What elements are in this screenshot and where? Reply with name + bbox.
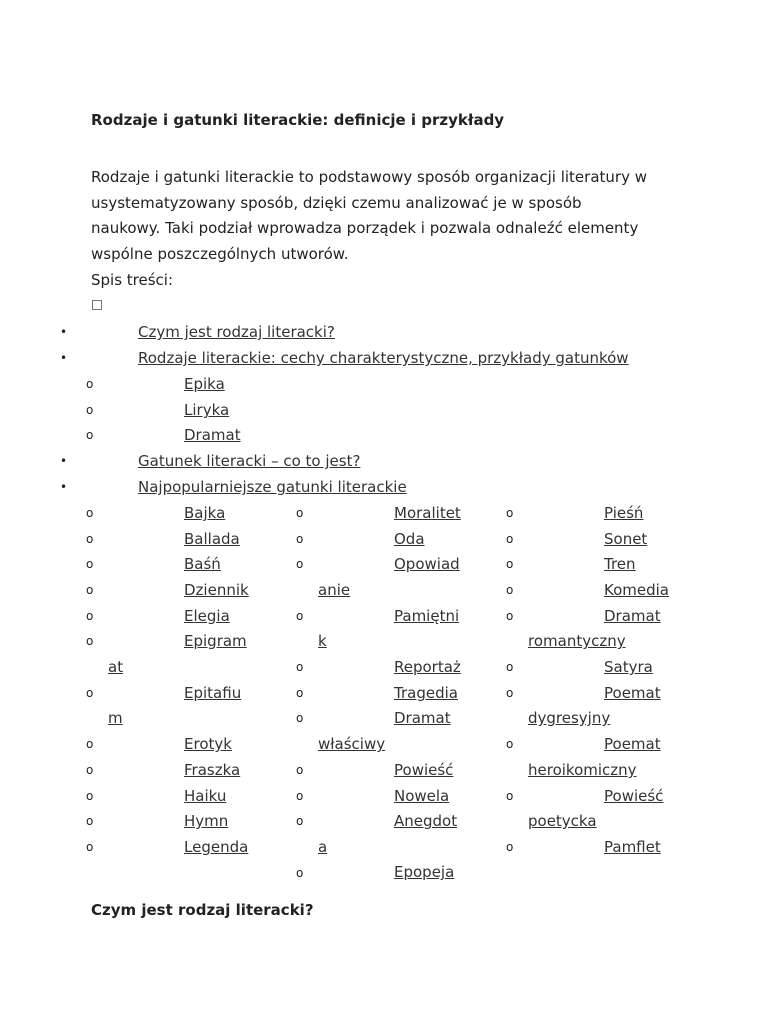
genre-link-komedia[interactable]: Komedia xyxy=(604,581,669,599)
genre-link-epigramat-cont[interactable]: at xyxy=(108,658,124,676)
genre-link-pamietnik[interactable]: Pamiętni xyxy=(394,607,460,625)
genre-link-poemat-heroikomiczny[interactable]: Poemat xyxy=(604,735,661,753)
sub-bullet-icon: o xyxy=(506,840,514,854)
genre-link-hymn[interactable]: Hymn xyxy=(184,812,229,830)
genre-link-erotyk[interactable]: Erotyk xyxy=(184,735,232,753)
sub-bullet-icon: o xyxy=(86,609,94,623)
sub-bullet-icon: o xyxy=(506,737,514,751)
intro-line-3: naukowy. Taki podział wprowadza porządek i pozwala odnaleźć elementy xyxy=(91,219,639,237)
sub-bullet-icon: o xyxy=(296,789,304,803)
genre-link-poemat-dygresyjny-cont[interactable]: dygresyjny xyxy=(528,709,611,727)
genre-link-elegia[interactable]: Elegia xyxy=(184,607,230,625)
genre-link-satyra[interactable]: Satyra xyxy=(604,658,653,676)
genre-link-dramat-romantyczny[interactable]: Dramat xyxy=(604,607,661,625)
sub-bullet-icon: o xyxy=(506,506,514,520)
genre-link-piesn[interactable]: Pieśń xyxy=(604,504,644,522)
toc-link-dramat[interactable]: Dramat xyxy=(184,426,241,444)
toc-link-rodzaj[interactable]: Czym jest rodzaj literacki? xyxy=(138,323,335,341)
genre-link-anegdota-cont[interactable]: a xyxy=(318,838,328,856)
sub-bullet-icon: o xyxy=(296,660,304,674)
sub-bullet-icon: o xyxy=(296,532,304,546)
intro-line-2: usystematyzowany sposób, dzięki czemu analizować je w sposób xyxy=(91,194,582,212)
genre-link-opowiadanie[interactable]: Opowiad xyxy=(394,555,460,573)
sub-bullet-icon: o xyxy=(506,532,514,546)
sub-bullet-icon: o xyxy=(86,840,94,854)
genre-link-reportaz[interactable]: Reportaż xyxy=(394,658,461,676)
genre-link-powiesc-poetycka[interactable]: Powieść xyxy=(604,787,664,805)
genre-link-poemat-dygresyjny[interactable]: Poemat xyxy=(604,684,661,702)
page-title: Rodzaje i gatunki literackie: definicje i przykłady xyxy=(91,111,505,129)
toc-label: Spis treści: xyxy=(91,271,174,289)
genre-link-anegdota[interactable]: Anegdot xyxy=(394,812,458,830)
genre-link-ballada[interactable]: Ballada xyxy=(184,530,240,548)
genre-link-dziennik[interactable]: Dziennik xyxy=(184,581,249,599)
intro-line-4: wspólne poszczególnych utworów. xyxy=(91,245,349,263)
sub-bullet-icon: o xyxy=(86,634,94,648)
sub-bullet-icon: o xyxy=(296,763,304,777)
genre-link-tragedia[interactable]: Tragedia xyxy=(394,684,458,702)
sub-bullet-icon: o xyxy=(506,789,514,803)
sub-bullet-icon: o xyxy=(86,506,94,520)
genre-link-poemat-heroikomiczny-cont[interactable]: heroikomiczny xyxy=(528,761,637,779)
sub-bullet-icon: o xyxy=(296,814,304,828)
genre-link-opowiadanie-cont[interactable]: anie xyxy=(318,581,351,599)
sub-bullet-icon: o xyxy=(296,711,304,725)
bullet-icon: • xyxy=(60,351,68,365)
sub-bullet-icon: o xyxy=(506,686,514,700)
toc-link-gatunek[interactable]: Gatunek literacki – co to jest? xyxy=(138,452,361,470)
sub-bullet-icon: o xyxy=(296,686,304,700)
intro-line-1: Rodzaje i gatunki literackie to podstawowy sposób organizacji literatury w xyxy=(91,168,647,186)
genre-link-dramat-romantyczny-cont[interactable]: romantyczny xyxy=(528,632,626,650)
genre-link-epitafium[interactable]: Epitafiu xyxy=(184,684,242,702)
genre-link-sonet[interactable]: Sonet xyxy=(604,530,648,548)
genre-link-pamflet[interactable]: Pamflet xyxy=(604,838,661,856)
sub-bullet-icon: o xyxy=(86,557,94,571)
genre-link-oda[interactable]: Oda xyxy=(394,530,425,548)
genre-link-tren[interactable]: Tren xyxy=(604,555,636,573)
sub-bullet-icon: o xyxy=(296,557,304,571)
sub-bullet-icon: o xyxy=(296,506,304,520)
genre-link-bajka[interactable]: Bajka xyxy=(184,504,226,522)
bullet-icon: • xyxy=(60,325,68,339)
sub-bullet-icon: o xyxy=(86,583,94,597)
bullet-icon: • xyxy=(60,480,68,494)
sub-bullet-icon: o xyxy=(506,609,514,623)
genre-link-epitafium-cont[interactable]: m xyxy=(108,709,123,727)
sub-bullet-icon: o xyxy=(86,737,94,751)
sub-bullet-icon: o xyxy=(86,814,94,828)
sub-bullet-icon: o xyxy=(86,428,94,442)
sub-bullet-icon: o xyxy=(506,557,514,571)
sub-bullet-icon: o xyxy=(506,583,514,597)
genre-link-dramat-wlasciwy-cont[interactable]: właściwy xyxy=(318,735,386,753)
genre-link-pamietnik-cont[interactable]: k xyxy=(318,632,327,650)
genre-link-haiku[interactable]: Haiku xyxy=(184,787,227,805)
genre-link-basn[interactable]: Baśń xyxy=(184,555,221,573)
sub-bullet-icon: o xyxy=(86,789,94,803)
sub-bullet-icon: o xyxy=(296,866,304,880)
genre-link-fraszka[interactable]: Fraszka xyxy=(184,761,241,779)
genre-link-epigramat[interactable]: Epigram xyxy=(184,632,247,650)
toc-link-liryka[interactable]: Liryka xyxy=(184,401,230,419)
sub-bullet-icon: o xyxy=(86,377,94,391)
genre-link-legenda[interactable]: Legenda xyxy=(184,838,249,856)
sub-bullet-icon: o xyxy=(86,532,94,546)
checkbox-icon[interactable] xyxy=(92,300,102,310)
toc-link-rodzaje-cechy[interactable]: Rodzaje literackie: cechy charakterystyczne, przykłady gatunków xyxy=(138,349,629,367)
toc-link-epika[interactable]: Epika xyxy=(184,375,225,393)
sub-bullet-icon: o xyxy=(86,763,94,777)
genre-link-nowela[interactable]: Nowela xyxy=(394,787,450,805)
sub-bullet-icon: o xyxy=(86,403,94,417)
genre-link-dramat-wlasciwy[interactable]: Dramat xyxy=(394,709,451,727)
genre-link-epopeja[interactable]: Epopeja xyxy=(394,863,455,881)
bullet-icon: • xyxy=(60,454,68,468)
sub-bullet-icon: o xyxy=(86,686,94,700)
sub-bullet-icon: o xyxy=(506,660,514,674)
section-heading-rodzaj: Czym jest rodzaj literacki? xyxy=(91,901,314,919)
genre-link-powiesc[interactable]: Powieść xyxy=(394,761,454,779)
genre-link-moralitet[interactable]: Moralitet xyxy=(394,504,461,522)
genre-link-powiesc-poetycka-cont[interactable]: poetycka xyxy=(528,812,597,830)
sub-bullet-icon: o xyxy=(296,609,304,623)
toc-link-najpopularniejsze[interactable]: Najpopularniejsze gatunki literackie xyxy=(138,478,407,496)
